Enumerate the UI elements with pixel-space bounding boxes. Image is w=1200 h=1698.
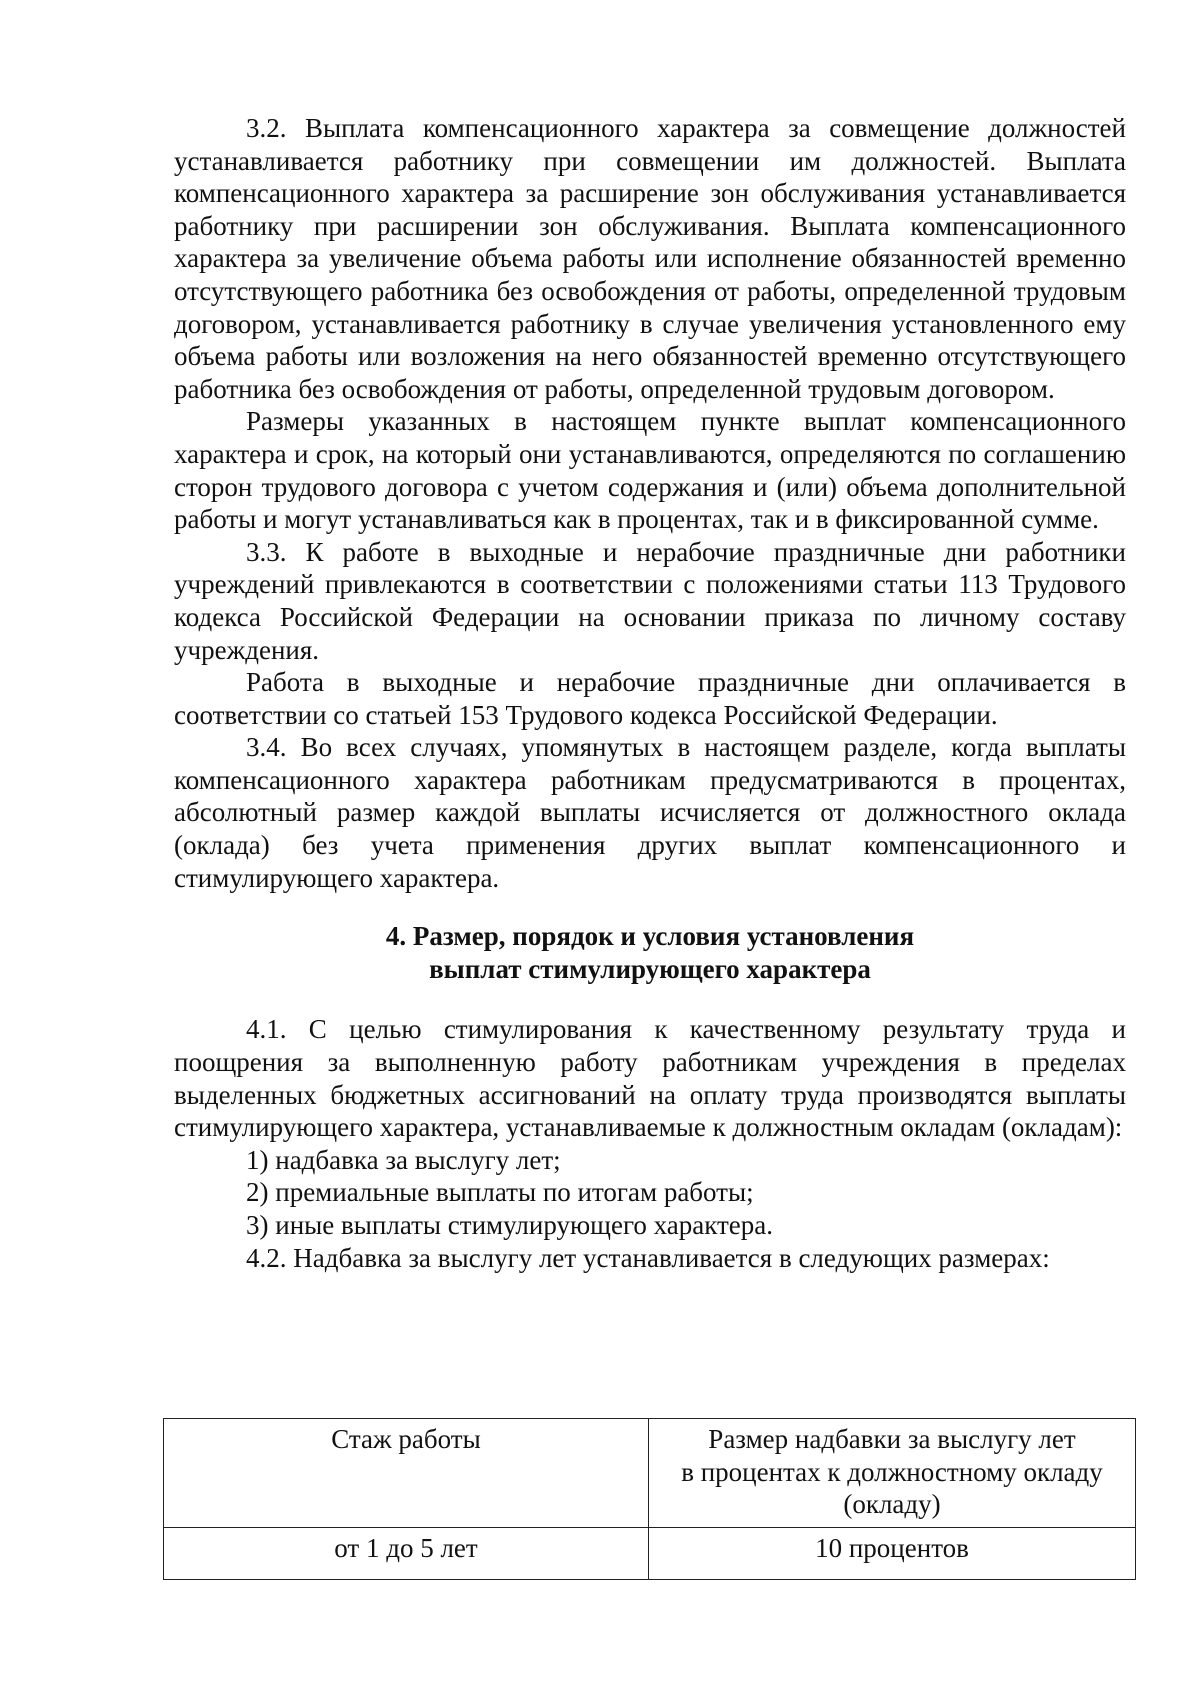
header-bonus-size xyxy=(649,1419,1136,1528)
section-4-heading-line-1: 4. Размер, порядок и условия установления xyxy=(385,921,915,952)
section-4-heading xyxy=(174,920,1126,985)
seniority-bonus-table xyxy=(163,1418,1136,1580)
list-item: 2) премиальные выплаты по итогам работы; xyxy=(246,1177,754,1208)
paragraph-3-4: 3.4. Во всех случаях, упомянутых в настоящем разделе, когда выплаты компенсационного характера работникам предусматриваются в процентах, абсолютный размер каждой выплаты исчисляется от должностного оклада (оклада) без учета применения других выплат компенсационного и стимулирующего характера. xyxy=(174,732,1126,893)
section-4-heading-line-2: выплат стимулирующего характера xyxy=(429,953,871,984)
cell-experience: от 1 до 5 лет xyxy=(164,1527,649,1579)
list-item: 3) иные выплаты стимулирующего характера. xyxy=(246,1210,773,1240)
header-bonus-line-2: в процентах к должностному окладу xyxy=(681,1456,1103,1487)
list-item: 1) надбавка за выслугу лет; xyxy=(246,1144,561,1175)
paragraph-3-2: 3.2. Выплата компенсационного характера за совмещение должностей устанавливается работнику при совмещении им должностей. Выплата компенсационного характера за расширение зон обслуживания устанавливается работнику при расширении зон обслуживания. Выплата компенсационного характера за увеличение объема работы или исполнение обязанностей временно отсутствующего работника без освобождения от работы, определенной трудовым договором, устанавливается работнику в случае увеличения установленного ему объема работы или возложения на него обязанностей временно отсутствующего работника без освобождения от работы, определенной трудовым договором. xyxy=(174,113,1126,404)
header-experience: Стаж работы xyxy=(164,1419,649,1528)
cell-bonus: 10 процентов xyxy=(649,1527,1136,1579)
table-row xyxy=(164,1527,1136,1579)
header-bonus-line-3: (окладу) xyxy=(843,1489,941,1520)
document-page xyxy=(174,112,1126,1274)
header-bonus-line-1: Размер надбавки за выслугу лет xyxy=(708,1424,1076,1454)
paragraph-3-2-sizes: Размеры указанных в настоящем пункте выплат компенсационного характера и срок, на который они устанавливаются, определяются по соглашению сторон трудового договора с учетом содержания и (или) объема дополнительной работы и могут устанавливаться как в процентах, так и в фиксированной сумме. xyxy=(174,406,1126,535)
paragraph-4-2: 4.2. Надбавка за выслугу лет устанавливается в следующих размерах: xyxy=(246,1242,1050,1273)
paragraph-4-1: 4.1. С целью стимулирования к качественному результату труда и поощрения за выполненную работу работникам учреждения в пределах выделенных бюджетных ассигнований на оплату труда производятся выплаты стимулирующего характера, устанавливаемые к должностным окладам (окладам): xyxy=(174,1014,1126,1143)
table-header-row xyxy=(164,1419,1136,1528)
paragraph-3-3: 3.3. К работе в выходные и нерабочие праздничные дни работники учреждений привлекаются в соответствии с положениями статьи 113 Трудового кодекса Российской Федерации на основании приказа по личному составу учреждения. xyxy=(174,536,1126,665)
paragraph-3-3-payment: Работа в выходные и нерабочие праздничные дни оплачивается в соответствии со статьей 153 Трудового кодекса Российской Федерации. xyxy=(174,667,1126,730)
